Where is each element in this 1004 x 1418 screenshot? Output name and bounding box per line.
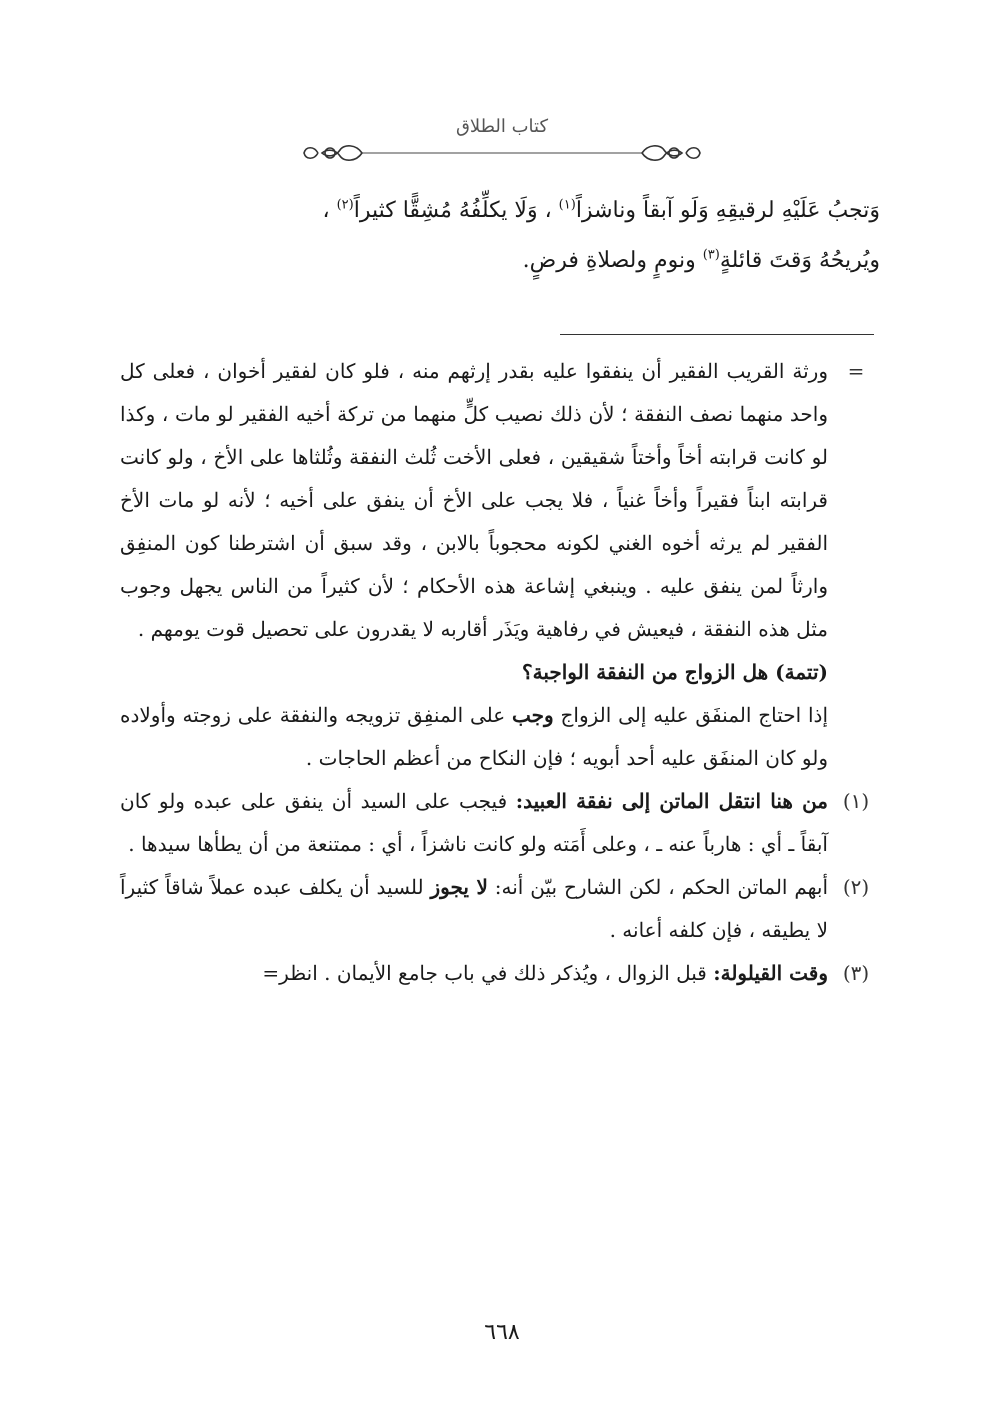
matn-text-segment: ونومٍ ولصلاةِ فرضٍ. [522, 248, 696, 273]
footnote-line: فعلى كل واحد منهما نصف النفقة ؛ لأن ذلك نصيب كلٍّ منهما من تركة [120, 359, 829, 426]
footnote-1 [120, 780, 876, 866]
footnote-ref-3[interactable]: (٣) [702, 247, 720, 263]
tatimma-paragraph [120, 694, 876, 780]
footnote-line: ورثة القريب الفقير أن ينفقوا عليه بقدر إرثهم منه ، فلو كان لفقير أخوان ، [203, 359, 828, 383]
footnote-line: على تحصيل قوت يومهم . [137, 617, 350, 641]
footnote-bold: من هنا انتقل الماتن إلى نفقة العبيد: [515, 789, 829, 813]
header-ornament-icon [300, 138, 704, 168]
footnote-line: وارثاً لمن ينفق عليه . وينبغي إشاعة هذه الأحكام ؛ لأن كثيراً من الناس [230, 574, 828, 598]
tatimma-text: على المنفِق تزويجه والنفقة على زوجته وأولاده ولو كان المنفَق عليه أحد أبويه ؛ فإن النكاح من أعظم الحاجات . [120, 703, 828, 770]
footnote-line: يرثه أخوه الغني لكونه محجوباً بالابن ، وقد سبق أن اشترطنا كون المنفِق [120, 531, 742, 555]
footnote-continuation [120, 350, 876, 651]
matn-line-2 [120, 236, 880, 286]
tatimma-bold: وجب [512, 703, 554, 727]
matn-text [120, 186, 880, 286]
footnote-marker: (١) [842, 789, 870, 813]
matn-text-segment: ، وَلَا يكلِّفُهُ مُشِقًّا كثيراً [353, 198, 552, 223]
page-number: ٦٦٨ [484, 1320, 520, 1345]
footnote-text: قبل الزوال ، ويُذكر ذلك في باب جامع الأيمان . انظر= [262, 961, 707, 985]
footnote-line: الأخت ثُلث النفقة وثُلثاها على الأخ ، ولو كانت قرابته ابناً فقيراً وأخاً [120, 445, 828, 512]
footnote-text: أبهم الماتن الحكم ، لكن الشارح بيّن أنه: [494, 875, 829, 899]
footnote-bold: لا يجوز [430, 875, 488, 899]
footnote-bold: وقت القيلولة: [713, 961, 828, 985]
running-header [300, 112, 704, 172]
tatimma-text: إذا احتاج المنفَق عليه إلى الزواج [560, 703, 829, 727]
matn-text-segment: ويُريحُهُ وَقتَ قائلةٍ [719, 248, 880, 273]
footnote-line: يجهل وجوب مثل هذه النفقة ، فيعيش في رفاهية ويَذَر أقاربه لا يقدرون [120, 574, 828, 641]
tatimma-heading: (تتمة) هل الزواج من النفقة الواجبة؟ [522, 660, 828, 684]
running-title: كتاب الطلاق [455, 116, 549, 137]
footnote-text: للسيد أن يكلف عبده عملاً شاقاً كثيراً لا يطيقه ، فإن كلفه أعانه . [120, 875, 828, 942]
matn-line-1 [120, 186, 880, 236]
footnotes [120, 350, 876, 995]
footnote-2 [120, 866, 876, 952]
continuation-marker: = [847, 359, 865, 383]
footnote-separator [560, 334, 874, 335]
footnote-marker: (٢) [842, 875, 870, 899]
footnote-line: غنياً ، فلا يجب على الأخ أن ينفق على أخيه ؛ لأنه لو مات الأخ الفقير لم [120, 488, 829, 555]
matn-text-segment: وَتجبُ عَلَيْهِ لرقيقِهِ وَلَو آبقاً وناشزاً [575, 198, 880, 223]
footnote-marker: (٣) [842, 961, 870, 985]
footnote-ref-2[interactable]: (٢) [336, 197, 354, 213]
footnote-3 [120, 952, 876, 995]
footnote-ref-1[interactable]: (١) [558, 197, 576, 213]
footnote-text: فيجب على السيد أن ينفق على عبده ولو كان آبقاً ـ أي : هارباً عنه ـ ، وعلى أَمَته ولو كانت ناشزاً ، أي : ممتنعة من أن يطأها سيدها . [120, 789, 828, 856]
matn-text-segment: ، [322, 198, 330, 223]
footnote-line: أخيه الفقير لو مات ، وكذا لو كانت قرابته أخاً وأختاً شقيقين ، فعلى [120, 402, 829, 469]
